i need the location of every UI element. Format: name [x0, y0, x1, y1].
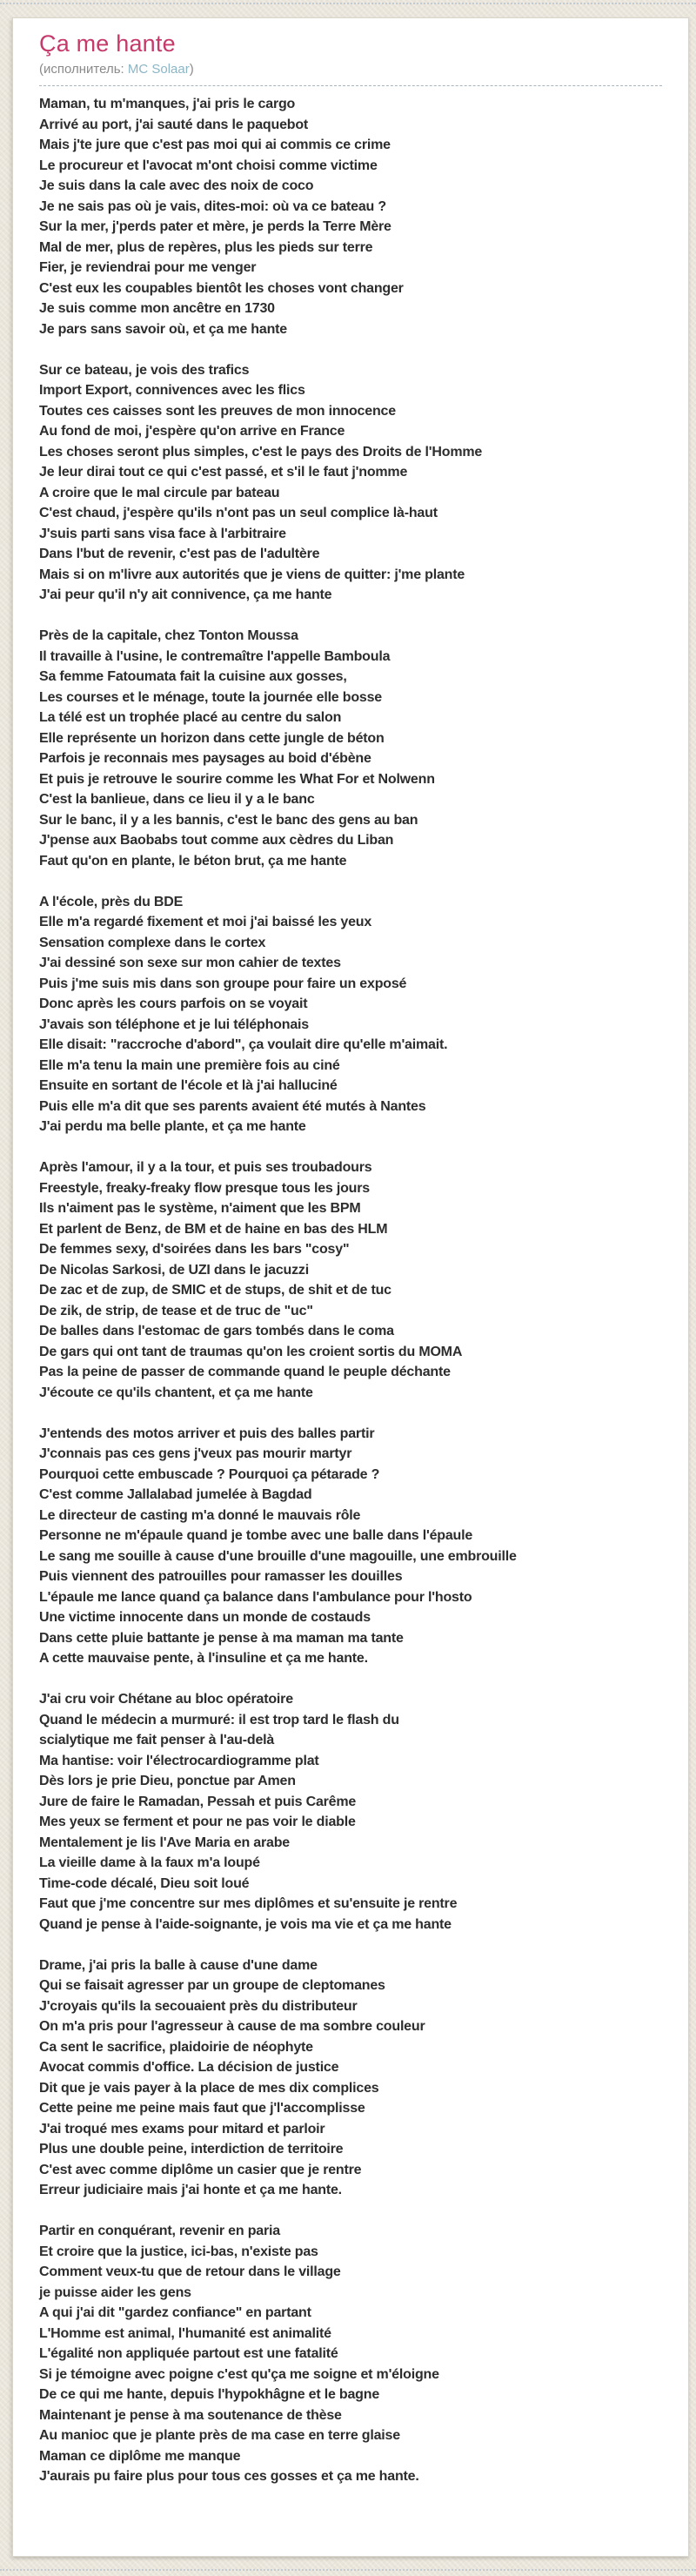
lyric-line: Pourquoi cette embuscade ? Pourquoi ça pétarade ? — [39, 1466, 380, 1482]
lyric-line: Import Export, connivences avec les flics — [39, 383, 305, 398]
stanza — [39, 1157, 662, 1403]
artist-label: (исполнитель: — [39, 62, 128, 77]
lyric-line: Au manioc que je plante près de ma case en terre glaise — [39, 2428, 400, 2443]
lyric-line: Elle représente un horizon dans cette jungle de béton — [39, 730, 385, 746]
lyric-line: J'entends des motos arriver et puis des balles partir — [39, 1426, 375, 1441]
lyric-line: Elle m'a regardé fixement et moi j'ai baissé les yeux — [39, 915, 372, 929]
lyric-line: Quand je pense à l'aide-soignante, je vois ma vie et ça me hante — [39, 1916, 452, 1932]
stanza — [39, 892, 662, 1137]
lyric-line: J'croyais qu'ils la secouaient près du distributeur — [39, 1998, 358, 2014]
lyric-line: Maman ce diplôme me manque — [39, 2448, 241, 2464]
lyric-line: Sur ce bateau, je vois des trafics — [39, 362, 250, 378]
lyric-line: Si je témoigne avec poigne c'est qu'ça me soigne et m'éloigne — [39, 2366, 439, 2382]
stanza — [39, 94, 662, 339]
lyric-line: Une victime innocente dans un monde de costauds — [39, 1610, 371, 1625]
stanza — [39, 1955, 662, 2201]
lyric-line: Mes yeux se ferment et pour ne pas voir le diable — [39, 1815, 356, 1829]
lyric-line: Dans l'but de revenir, c'est pas de l'adultère — [39, 547, 320, 561]
lyric-line: Mal de mer, plus de repères, plus les pieds sur terre — [39, 239, 373, 255]
lyric-line: L'égalité non appliquée partout est une fatalité — [39, 2346, 338, 2361]
lyric-line: Puis j'me suis mis dans son groupe pour faire un exposé — [39, 976, 407, 991]
lyric-line: Arrivé au port, j'ai sauté dans le paquebot — [39, 117, 309, 132]
lyric-line: J'ai peur qu'il n'y ait connivence, ça me hante — [39, 587, 332, 602]
stanza — [39, 360, 662, 606]
lyric-line: A qui j'ai dit "gardez confiance" en partant — [39, 2305, 311, 2320]
lyric-line: Les courses et le ménage, toute la journée elle bosse — [39, 689, 382, 705]
page-bottom-dotted-edge — [0, 2569, 696, 2571]
lyric-line: Sur la mer, j'perds pater et mère, je perds la Terre Mère — [39, 219, 392, 234]
lyric-line: C'est avec comme diplôme un casier que je rentre — [39, 2162, 362, 2177]
lyric-line: Dit que je vais payer à la place de mes dix complices — [39, 2080, 379, 2096]
artist-link[interactable]: MC Solaar — [127, 62, 190, 77]
lyric-line: Je pars sans savoir où, et ça me hante — [39, 321, 287, 337]
lyric-line: Elle disait: "raccroche d'abord", ça voulait dire qu'elle m'aimait. — [39, 1037, 448, 1052]
lyric-line: C'est eux les coupables bientôt les choses vont changer — [39, 280, 404, 296]
lyric-line: Et puis je retrouve le sourire comme les What For et Nolwenn — [39, 771, 435, 787]
lyric-line: J'aurais pu faire plus pour tous ces gosses et ça me hante. — [39, 2469, 419, 2484]
stanza — [39, 626, 662, 871]
lyric-line: De femmes sexy, d'soirées dans les bars "cosy" — [39, 1242, 350, 1257]
lyric-line: De ce qui me hante, depuis l'hypokhâgne et le bagne — [39, 2387, 380, 2402]
lyric-line: J'pense aux Baobabs tout comme aux cèdres du Liban — [39, 833, 394, 848]
lyric-line: Et parlent de Benz, de BM et de haine en bas des HLM — [39, 1221, 388, 1237]
lyric-line: J'connais pas ces gens j'veux pas mourir martyr — [39, 1446, 352, 1461]
lyric-line: Dès lors je prie Dieu, ponctue par Amen — [39, 1774, 296, 1788]
page-top-dotted-edge — [0, 3, 696, 4]
lyric-line: De gars qui ont tant de traumas qu'on les croient sortis du MOMA — [39, 1344, 463, 1359]
lyric-line: Il travaille à l'usine, le contremaître l'appelle Bamboula — [39, 648, 391, 664]
lyric-line: L'épaule me lance quand ça balance dans l'ambulance pour l'hosto — [39, 1589, 472, 1605]
lyric-line: J'suis parti sans visa face à l'arbitraire — [39, 526, 286, 541]
lyric-line: De Nicolas Sarkosi, de UZI dans le jacuzzi — [39, 1262, 309, 1278]
lyric-line: Le directeur de casting m'a donné le mauvais rôle — [39, 1507, 361, 1523]
lyric-line: Je leur dirai tout ce qui c'est passé, et s'il le faut j'nomme — [39, 465, 408, 480]
lyric-line: La vieille dame à la faux m'a loupé — [39, 1855, 260, 1870]
lyric-line: Mais j'te jure que c'est pas moi qui ai commis ce crime — [39, 138, 391, 152]
lyric-line: Dans cette pluie battante je pense à ma maman ma tante — [39, 1630, 404, 1646]
lyric-line: scialytique me fait penser à l'au-delà — [39, 1733, 275, 1748]
lyric-line: Puis viennent des patrouilles pour ramasser les douilles — [39, 1569, 403, 1584]
lyric-line: Toutes ces caisses sont les preuves de mon innocence — [39, 403, 396, 419]
lyric-line: De zik, de strip, de tease et de truc de "uc" — [39, 1303, 313, 1318]
lyric-line: Maman, tu m'manques, j'ai pris le cargo — [39, 97, 296, 111]
lyric-line: L'Homme est animal, l'humanité est animalité — [39, 2325, 331, 2341]
lyric-line: Pas la peine de passer de commande quand le peuple déchante — [39, 1365, 451, 1379]
artist-line — [39, 62, 662, 86]
lyric-line: C'est chaud, j'espère qu'ils n'ont pas un seul complice là-haut — [39, 506, 438, 520]
lyric-line: C'est la banlieue, dans ce lieu il y a le banc — [39, 792, 315, 807]
lyric-line: Freestyle, freaky-freaky flow presque tous les jours — [39, 1180, 370, 1196]
lyric-line: Après l'amour, il y a la tour, et puis ses troubadours — [39, 1160, 372, 1175]
lyric-line: J'ai troqué mes exams pour mitard et parloir — [39, 2121, 325, 2137]
lyric-line: Avocat commis d'office. La décision de justice — [39, 2060, 339, 2075]
lyric-line: Comment veux-tu que de retour dans le village — [39, 2264, 341, 2279]
artist-close-paren: ) — [189, 62, 194, 77]
lyric-line: J'avais son téléphone et je lui téléphonais — [39, 1016, 309, 1032]
lyric-line: Mais si on m'livre aux autorités que je viens de quitter: j'me plante — [39, 567, 465, 582]
lyric-line: La télé est un trophée placé au centre du salon — [39, 710, 342, 725]
lyric-line: Quand le médecin a murmuré: il est trop tard le flash du — [39, 1712, 399, 1727]
lyric-line: Drame, j'ai pris la balle à cause d'une dame — [39, 1957, 318, 1973]
lyric-line: On m'a pris pour l'agresseur à cause de ma sombre couleur — [39, 2019, 425, 2034]
lyric-line: Faut qu'on en plante, le béton brut, ça me hante — [39, 853, 347, 869]
lyric-line: Ils n'aiment pas le système, n'aiment que les BPM — [39, 1201, 361, 1216]
lyric-line: J'ai dessiné son sexe sur mon cahier de textes — [39, 956, 341, 970]
lyric-line: Maintenant je pense à ma soutenance de thèse — [39, 2407, 342, 2423]
content-card — [12, 17, 689, 2557]
lyric-line: Cette peine me peine mais faut que j'l'accomplisse — [39, 2101, 365, 2116]
lyric-line: J'ai perdu ma belle plante, et ça me hante — [39, 1119, 306, 1134]
lyric-line: Au fond de moi, j'espère qu'on arrive en France — [39, 424, 345, 439]
lyric-line: Plus une double peine, interdiction de territoire — [39, 2142, 344, 2157]
lyric-line: C'est comme Jallalabad jumelée à Bagdad — [39, 1487, 312, 1502]
lyric-line: Fier, je reviendrai pour me venger — [39, 260, 257, 275]
lyric-line: Mentalement je lis l'Ave Maria en arabe — [39, 1835, 290, 1850]
lyric-line: J'ai cru voir Chétane au bloc opératoire — [39, 1692, 293, 1707]
lyric-line: Elle m'a tenu la main une première fois au ciné — [39, 1057, 340, 1073]
lyric-line: Time-code décalé, Dieu soit loué — [39, 1875, 250, 1891]
lyric-line: Parfois je reconnais mes paysages au boid d'ébène — [39, 751, 371, 766]
lyric-line: Erreur judiciaire mais j'ai honte et ça me hante. — [39, 2183, 342, 2197]
lyric-line: Sur le banc, il y a les bannis, c'est le banc des gens au ban — [39, 812, 418, 828]
lyric-line: J'écoute ce qu'ils chantent, et ça me hante — [39, 1385, 313, 1400]
lyric-line: Puis elle m'a dit que ses parents avaient été mutés à Nantes — [39, 1098, 426, 1114]
lyric-line: Je suis comme mon ancêtre en 1730 — [39, 301, 275, 316]
lyric-line: A l'école, près du BDE — [39, 894, 184, 909]
lyric-line: Personne ne m'épaule quand je tombe avec une balle dans l'épaule — [39, 1528, 473, 1543]
lyric-line: Le procureur et l'avocat m'ont choisi comme victime — [39, 158, 378, 173]
lyric-line: Sensation complexe dans le cortex — [39, 935, 266, 950]
stanza — [39, 1424, 662, 1669]
lyric-line: Le sang me souille à cause d'une brouille d'une magouille, une embrouille — [39, 1548, 517, 1564]
lyric-line: Jure de faire le Ramadan, Pessah et puis Carême — [39, 1794, 357, 1809]
lyrics — [39, 94, 662, 2487]
lyric-line: Près de la capitale, chez Tonton Moussa — [39, 628, 298, 643]
song-title: Ça me hante — [39, 30, 176, 57]
lyric-line: Ensuite en sortant de l'école et là j'ai halluciné — [39, 1078, 338, 1093]
lyric-line: A croire que le mal circule par bateau — [39, 485, 280, 500]
lyric-line: De balles dans l'estomac de gars tombés dans le coma — [39, 1324, 394, 1338]
stanza — [39, 2221, 662, 2487]
lyric-line: Ca sent le sacrifice, plaidoirie de néophyte — [39, 2039, 313, 2055]
lyric-line: Donc après les cours parfois on se voyait — [39, 996, 308, 1011]
stanza — [39, 1689, 662, 1935]
lyric-line: De zac et de zup, de SMIC et de stups, de shit et de tuc — [39, 1283, 392, 1298]
lyric-line: Sa femme Fatoumata fait la cuisine aux gosses, — [39, 669, 347, 684]
lyric-line: Qui se faisait agresser par un groupe de cleptomanes — [39, 1978, 385, 1993]
lyric-line: Partir en conquérant, revenir en paria — [39, 2224, 280, 2238]
lyric-line: Faut que j'me concentre sur mes diplômes et su'ensuite je rentre — [39, 1896, 458, 1911]
lyric-line: Les choses seront plus simples, c'est le pays des Droits de l'Homme — [39, 444, 483, 460]
lyric-line: je puisse aider les gens — [39, 2284, 191, 2300]
lyric-line: A cette mauvaise pente, à l'insuline et ça me hante. — [39, 1651, 368, 1666]
lyric-line: Et croire que la justice, ici-bas, n'existe pas — [39, 2244, 318, 2259]
lyric-line: Je suis dans la cale avec des noix de coco — [39, 178, 314, 193]
lyric-line: Ma hantise: voir l'électrocardiogramme plat — [39, 1753, 319, 1768]
lyric-line: Je ne sais pas où je vais, dites-moi: où va ce bateau ? — [39, 198, 386, 214]
